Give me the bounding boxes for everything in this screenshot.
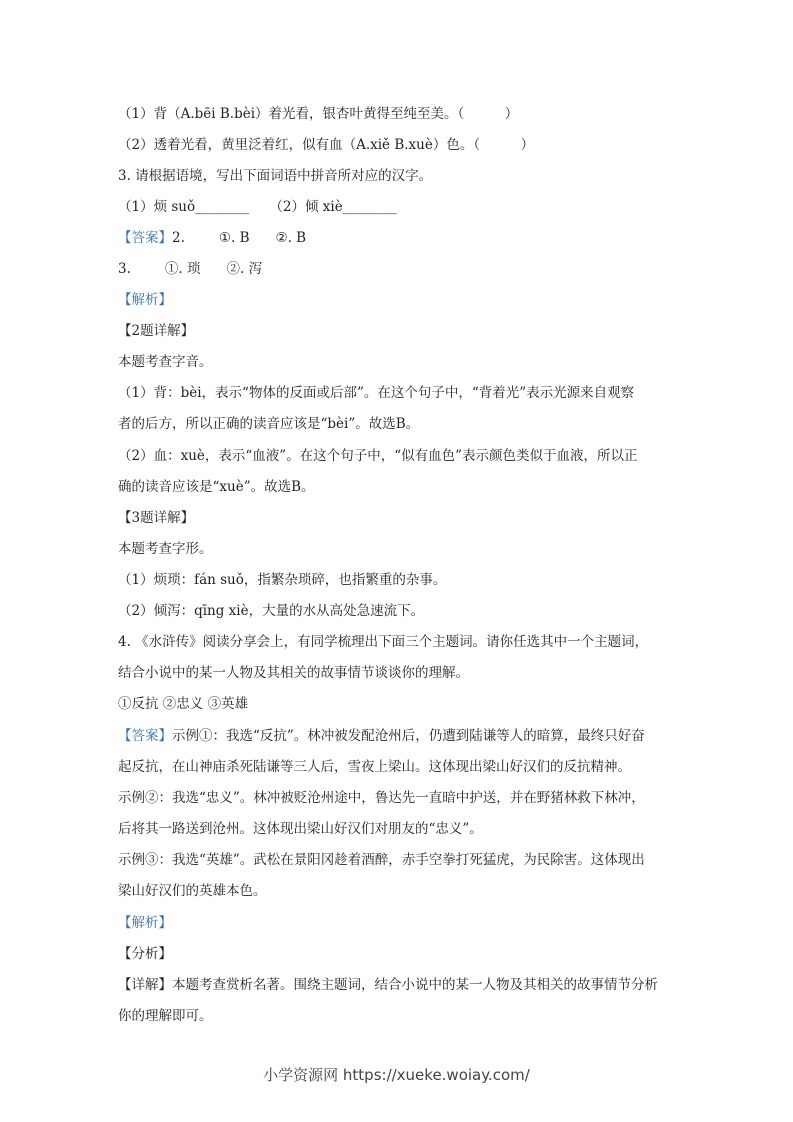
question-4-stem-a: 4. 《水浒传》阅读分享会上，有同学梳理出下面三个主题词。请你任选其中一个主题词， [118,634,649,650]
q2-detail-1b: 者的后方，所以正确的读音应该是“bèi”。故选B。 [118,416,420,432]
q4-answer-3a: 示例③：我选“英雄”。武松在景阳冈趁着酒醉，赤手空拳打死猛虎，为民除害。这体现出 [118,852,645,868]
q2-detail-intro: 本题考查字音。 [118,354,213,370]
q3-detail-intro: 本题考查字形。 [118,541,213,557]
q2-detail-1a: （1）背：bèi，表示“物体的反面或后部”。在这个句子中，“背着光”表示光源来自观察 [118,385,635,401]
q4-answer-2b: 后将其一路送到沧州。这体现出梁山好汉们对朋友的“忠义”。 [118,821,483,837]
question-3-stem: 3. 请根据语境，写出下面词语中拼音所对应的汉字。 [118,168,433,184]
answer-tag: 【答案】 [118,728,172,744]
q4-answer-1b: 起反抗，在山神庙杀死陆谦等三人后，雪夜上梁山。这体现出梁山好汉们的反抗精神。 [118,759,631,775]
q4-detail-b: 你的理解即可。 [118,1008,213,1024]
q4-answer-3b: 梁山好汉们的英雄本色。 [118,883,267,899]
question-2-item-1: （1）背（A.bēi B.bèi）着光看，银杏叶黄得至纯至美。（ ） [118,106,519,122]
q4-answer-2a: 示例②：我选“忠义”。林冲被贬沧州途中，鲁达先一直暗中护送，并在野猪林救下林冲， [118,790,645,806]
analysis-tag: 【解析】 [118,292,172,308]
q3-detail-1: （1）烦琐：fán suǒ，指繁杂琐碎，也指繁重的杂事。 [118,572,447,588]
q2-detail-2b: 确的读音应该是“xuè”。故选B。 [118,479,315,495]
q4-detail-a: 【详解】本题考查赏析名著。围绕主题词，结合小说中的某一人物及其相关的故事情节分析 [118,977,658,993]
analysis-tag-2: 【解析】 [118,915,172,931]
answer-tag: 【答案】 [118,230,172,246]
question-2-item-2: （2）透着光看，黄里泛着红，似有血（A.xiě B.xuè）色。（ ） [118,137,535,153]
q2-detail-2a: （2）血：xuè，表示“血液”。在这个句子中，“似有血色”表示颜色类似于血液，所以正 [118,448,638,464]
question-4-options: ①反抗 ②忠义 ③英雄 [118,696,249,712]
answer-2: 【答案】2. ①. B ②. B [118,230,307,246]
page-footer: 小学资源网 https://xueke.woiay.com/ [263,1066,530,1084]
question-3-items: （1）烦 suǒ________ （2）倾 xiè________ [118,199,397,215]
detail-tag: 【详解】 [118,977,172,993]
q3-detail-heading: 【3题详解】 [118,510,195,526]
q4-answer-1a: 【答案】示例①：我选“反抗”。林冲被发配沧州后，仍遭到陆谦等人的暗算，最终只好奋 [118,728,645,744]
q3-detail-2: （2）倾泻：qīng xiè，大量的水从高处急速流下。 [118,603,425,619]
question-4-stem-b: 结合小说中的某一人物及其相关的故事情节谈谈你的理解。 [118,665,469,681]
answer-3: 3. ①. 琐 ②. 泻 [118,261,263,277]
analysis-heading: 【分析】 [118,946,172,962]
q2-detail-heading: 【2题详解】 [118,323,195,339]
